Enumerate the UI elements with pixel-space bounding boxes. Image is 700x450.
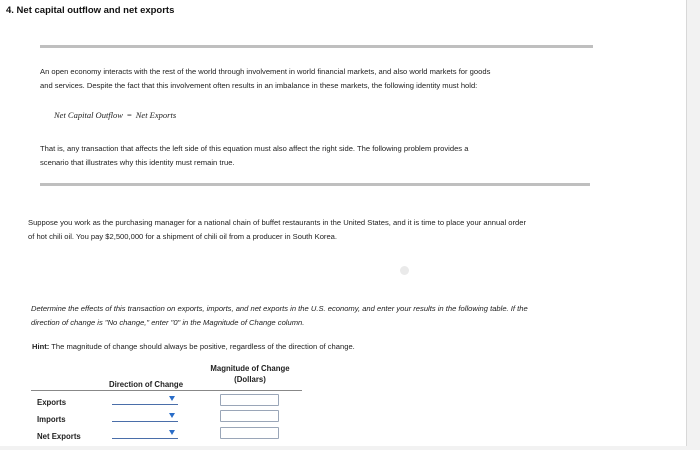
hint-body: The magnitude of change should always be positive, regardless of the direction of change. — [49, 342, 355, 351]
chevron-down-icon — [169, 430, 175, 435]
exports-direction-dropdown[interactable] — [112, 394, 178, 405]
identity-equation — [54, 110, 176, 120]
magnitude-header-line-2: (Dollars) — [234, 375, 266, 384]
row-label-net-exports: Net Exports — [37, 432, 81, 441]
hint-text — [32, 342, 355, 351]
magnitude-header-line-1: Magnitude of Change — [210, 364, 290, 373]
question-title: 4. Net capital outflow and net exports — [6, 5, 175, 16]
imports-magnitude-input[interactable] — [220, 410, 279, 422]
chevron-down-icon — [169, 413, 175, 418]
identity-right: Net Exports — [135, 110, 177, 120]
identity-equals: = — [126, 110, 132, 120]
exports-magnitude-input[interactable] — [220, 394, 279, 406]
net-exports-magnitude-input[interactable] — [220, 427, 279, 439]
instructions-line-2: direction of change is "No change," enter "0" in the Magnitude of Change column. — [31, 318, 305, 327]
middle-divider — [40, 183, 590, 186]
instructions-line-1: Determine the effects of this transaction on exports, imports, and net exports in the U.S. economy, and enter your results in the following table. If the — [31, 304, 528, 313]
that-is-line-2: scenario that illustrates why this identity must remain true. — [40, 158, 235, 167]
identity-left: Net Capital Outflow — [54, 110, 123, 120]
imports-direction-dropdown[interactable] — [112, 411, 178, 422]
that-is-paragraph — [40, 142, 600, 170]
scenario-line-1: Suppose you work as the purchasing manager for a national chain of buffet restaurants in the United States, and it is time to place your annual order — [28, 218, 526, 227]
scenario-line-2: of hot chili oil. You pay $2,500,000 for a shipment of chili oil from a producer in South Korea. — [28, 232, 337, 241]
intro-paragraph — [40, 65, 600, 93]
top-divider — [40, 45, 593, 48]
intro-line-2: and services. Despite the fact that this involvement often results in an imbalance in these markets, the following identity must hold: — [40, 81, 478, 90]
row-label-exports: Exports — [37, 398, 67, 407]
hint-label: Hint: — [32, 342, 50, 351]
intro-line-1: An open economy interacts with the rest of the world through involvement in world financial markets, and also world markets for goods — [40, 67, 491, 76]
chevron-down-icon — [169, 396, 175, 401]
scenario-paragraph — [28, 216, 658, 244]
instructions-paragraph — [31, 302, 661, 330]
net-exports-direction-dropdown[interactable] — [112, 428, 178, 439]
table-header-rule — [31, 390, 302, 391]
magnitude-column-header — [200, 364, 300, 384]
direction-column-header: Direction of Change — [108, 380, 184, 389]
row-label-imports: Imports — [37, 415, 66, 424]
that-is-line-1: That is, any transaction that affects the left side of this equation must also affect the right side. The following problem provides a — [40, 144, 469, 153]
cursor-artifact — [400, 266, 409, 275]
